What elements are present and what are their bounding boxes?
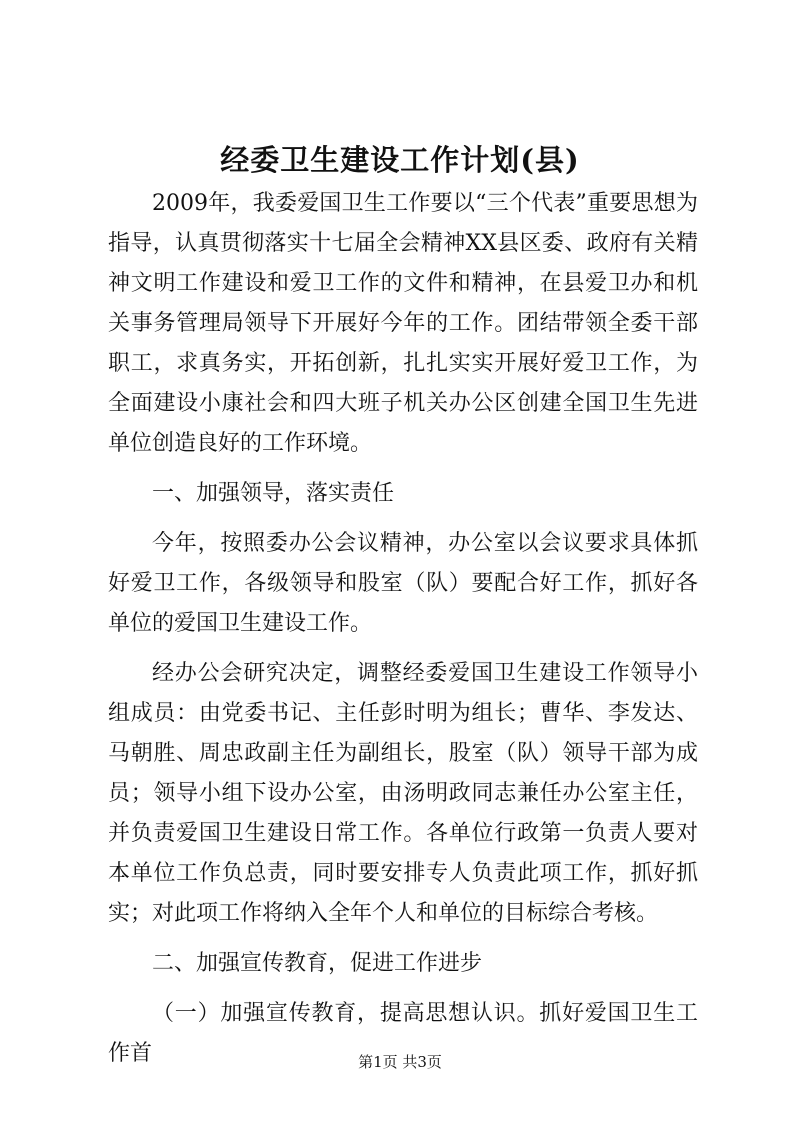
section-heading-1: 一、加强领导，落实责任 <box>152 481 395 506</box>
paragraph-intro: 2009年，我委爱国卫生工作要以“三个代表”重要思想为指导，认真贯彻落实十七届全会精神XX县区委、政府有关精神文明工作建设和爱卫工作的文件和精神，在县爱卫办和机关事务管理局领导下开展好今年的工作。团结带领全委干部职工，求真务实，开拓创新，扎扎实实开展好爱卫工作，为全面建设小康社会和四大班子机关办公区创建全国卫生先进单位创造良好的工作环境。 <box>108 191 698 456</box>
document-body <box>108 184 698 1084</box>
paragraph-section-1b: 经办公会研究决定，调整经委爱国卫生建设工作领导小组成员：由党委书记、主任彭时明为组长；曹华、李发达、马朝胜、周忠政副主任为副组长，股室（队）领导干部为成员；领导小组下设办公室，由汤明政同志兼任办公室主任，并负责爱国卫生建设日常工作。各单位行政第一负责人要对本单位工作负总责，同时要安排专人负责此项工作，抓好抓实；对此项工作将纳入全年个人和单位的目标综合考核。 <box>108 661 698 926</box>
page-footer: 第1页 共3页 <box>358 1053 442 1071</box>
section-heading-2: 二、加强宣传教育，促进工作进步 <box>152 951 483 976</box>
paragraph-section-1a: 今年，按照委办公会议精神，办公室以会议要求具体抓好爱卫工作，各级领导和股室（队）要配合好工作，抓好各单位的爱国卫生建设工作。 <box>108 531 698 636</box>
paragraph-section-2a: （一）加强宣传教育，提高思想认识。抓好爱国卫生工作首 <box>108 1001 698 1066</box>
document-title: 经委卫生建设工作计划(县) <box>220 143 580 177</box>
